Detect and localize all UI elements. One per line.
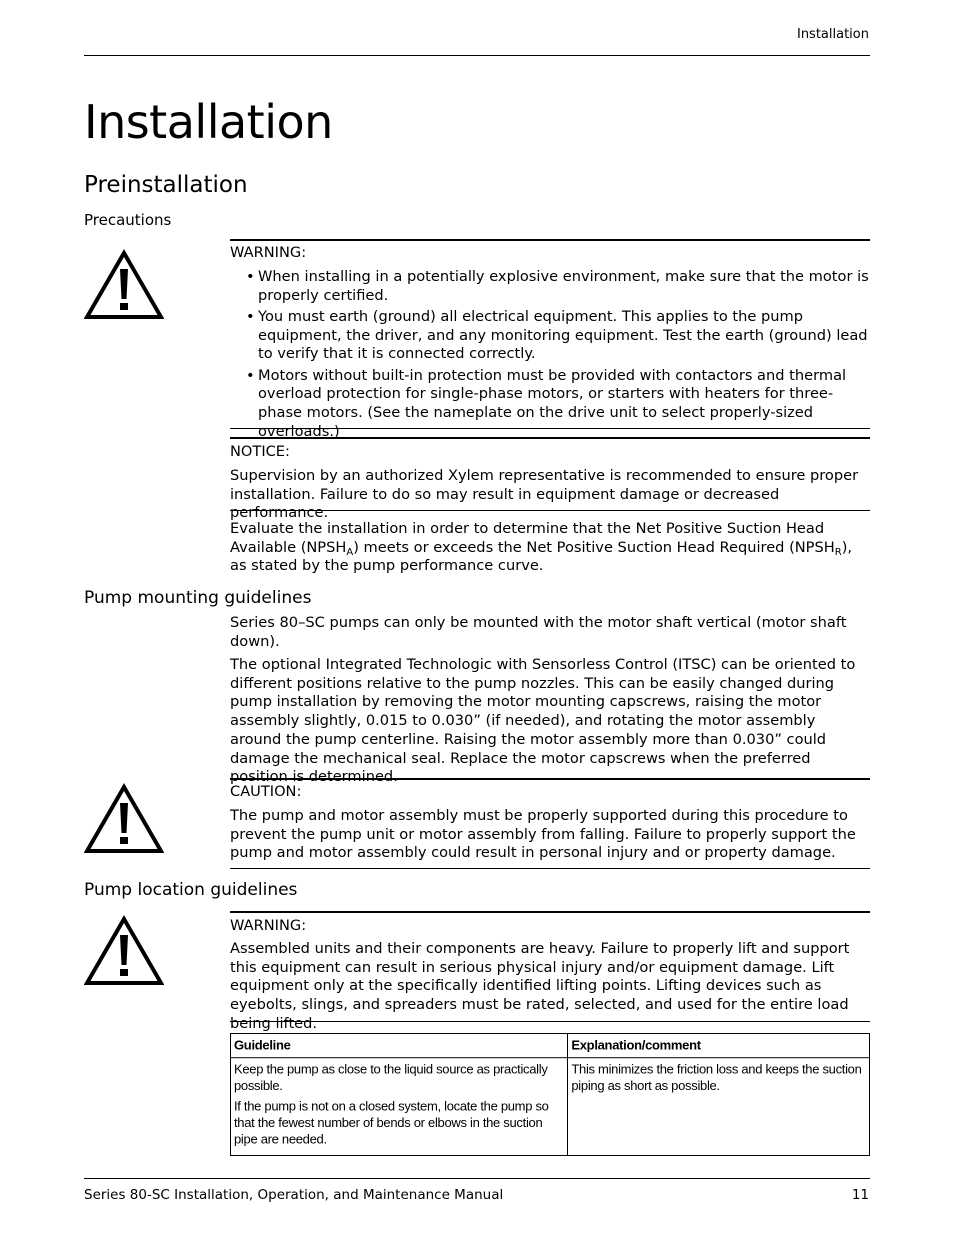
warning-bottom-rule (230, 428, 870, 429)
subsection-heading: Precautions (84, 211, 172, 229)
location-warning-top-rule (230, 911, 870, 913)
table-header-cell: Explanation/comment (568, 1033, 870, 1057)
header-rule (84, 55, 870, 56)
table-row (231, 1058, 870, 1156)
notice-bottom-rule (230, 510, 870, 511)
table-cell-guideline (231, 1058, 568, 1156)
location-warning-bottom-rule (230, 1021, 870, 1022)
location-heading: Pump location guidelines (84, 880, 298, 900)
warning-bullet: • When installing in a potentially explosive environment, make sure that the motor is properly certified. (230, 268, 870, 305)
mounting-paragraph-1: Series 80–SC pumps can only be mounted with the motor shaft vertical (motor shaft down). (230, 614, 847, 650)
table-header-cell: Guideline (231, 1033, 568, 1057)
running-header: Installation (796, 27, 869, 42)
guideline-paragraph: Keep the pump as close to the liquid source as practically possible. (234, 1062, 548, 1094)
caution-bottom-rule (230, 868, 870, 869)
table-cell-explanation: This minimizes the friction loss and keeps the suction piping as short as possible. (568, 1058, 870, 1156)
footer-rule (84, 1178, 870, 1179)
page-number: 11 (851, 1187, 869, 1203)
notice-label: NOTICE: (230, 443, 290, 460)
warning-label: WARNING: (230, 244, 307, 261)
warning-triangle-icon (84, 249, 164, 321)
footer-manual-title: Series 80-SC Installation, Operation, and Maintenance Manual (84, 1187, 504, 1203)
location-warning-text: Assembled units and their components are heavy. Failure to properly lift and support this equipment can result in serious physical injury and/or equipment damage. Lift equipment only at the specifically identified lifting points. Lifting devices such as eyebolts, slings, and spreaders must be rated, selected, and used for the entire load being lifted. (230, 940, 850, 1032)
warning-bullet-list (230, 268, 870, 444)
mounting-paragraph-2: The optional Integrated Technologic with Sensorless Control (ITSC) can be oriented to different positions relative to the pump nozzles. This can be easily changed during pump installation by removing the motor mounting capscrews, raising the motor assembly slightly, 0.015 to 0.030” (if needed), and rotating the motor assembly around the pump centerline. Raising the motor assembly more than 0.030” could damage the mechanical seal. Replace the motor capscrews when the preferred position is determined. (230, 656, 856, 786)
warning-triangle-icon (84, 915, 164, 987)
npsh-paragraph: Evaluate the installation in order to determine that the Net Positive Suction Head Available $(NPSH_A)$ meets or exceeds the Net Positive Suction Head Required $(NPSH_R)$, as stated by the pump performance curve. (230, 520, 853, 575)
location-warning-label: WARNING: (230, 917, 307, 934)
page-title: Installation (84, 95, 333, 149)
guideline-table (230, 1033, 870, 1156)
warning-bullet: • Motors without built-in protection must be provided with contactors and thermal overload protection for single-phase motors, or starters with heaters for three-phase motors. (See the nameplate on the drive unit to select properly-sized overloads.) (230, 367, 870, 442)
section-heading: Preinstallation (84, 172, 248, 198)
guideline-paragraph: If the pump is not on a closed system, locate the pump so that the fewest number of bends or elbows in the suction pipe are needed. (234, 1098, 549, 1147)
table-header-row (231, 1033, 870, 1057)
notice-top-rule (230, 437, 870, 439)
caution-top-rule (230, 778, 870, 780)
caution-triangle-icon (84, 783, 164, 855)
warning-bullet: • You must earth (ground) all electrical equipment. This applies to the pump equipment, the driver, and any monitoring equipment. Test the earth (ground) lead to verify that it is connected correctly. (230, 308, 870, 364)
warning-top-rule (230, 239, 870, 241)
notice-text: Supervision by an authorized Xylem representative is recommended to ensure proper installation. Failure to do so may result in equipment damage or decreased performance. (230, 467, 859, 522)
mounting-heading: Pump mounting guidelines (84, 588, 312, 608)
caution-text: The pump and motor assembly must be properly supported during this procedure to prevent the pump unit or motor assembly from falling. Failure to properly support the pump and motor assembly could result in personal injury and or property damage. (230, 807, 856, 862)
caution-label: CAUTION: (230, 783, 302, 800)
